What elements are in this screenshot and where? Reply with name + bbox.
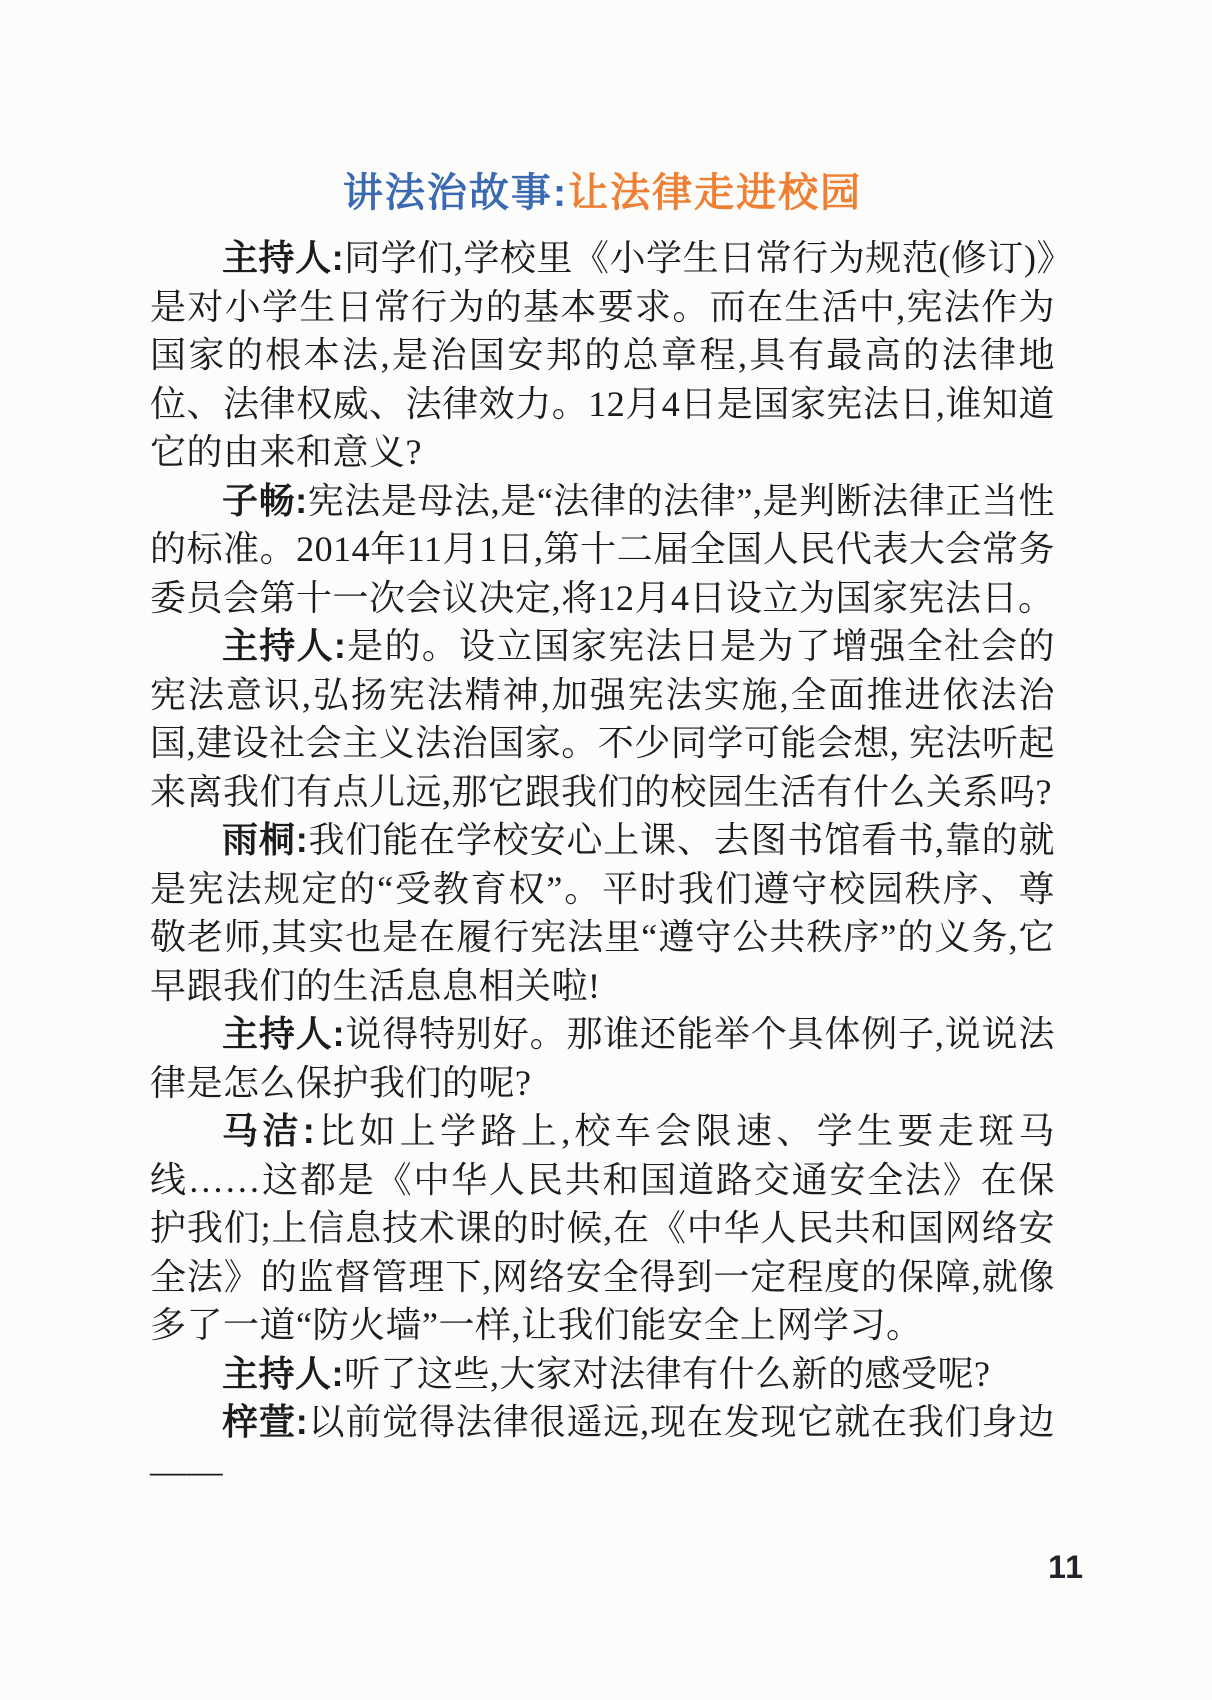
speaker-name: 主持人: [222,625,347,666]
speaker-name: 子畅: [222,479,308,521]
dialogue-paragraph [150,1398,1055,1495]
dialogue-paragraph [150,622,1055,816]
title-part-orange: 让法律走进校园 [568,171,863,215]
title-part-blue: 讲法治故事: [342,171,569,215]
dialogue-body [150,234,1055,1495]
speaker-name: 马洁: [222,1110,316,1151]
dialogue-paragraph [150,477,1055,623]
dialogue-text: 宪法是母法,是“法律的法律”,是判断法律正当性的标准。2014年11月1日,第十二届全国人民代表大会常务委员会第十一次会议决定,将12月4日设立为国家宪法日。 [150,480,1055,618]
dialogue-paragraph [150,1107,1055,1350]
dialogue-text: 同学们,学校里《小学生日常行为规范(修订)》是对小学生日常行为的基本要求。而在生活中,宪法作为国家的根本法,是治国安邦的总章程,具有最高的法律地位、法律权威、法律效力。12月4日是国家宪法日,谁知道它的由来和意义? [150,238,1055,472]
dialogue-text: 听了这些,大家对法律有什么新的感受呢? [344,1353,991,1394]
dialogue-paragraph [150,816,1055,1010]
speaker-name: 主持人: [222,1013,346,1054]
dialogue-paragraph [150,234,1055,477]
dialogue-paragraph [150,1010,1055,1107]
dialogue-paragraph [150,1350,1055,1399]
speaker-name: 主持人: [222,237,345,278]
page-title [150,170,1055,216]
speaker-name: 雨桐: [222,819,309,860]
dialogue-text: 是的。设立国家宪法日是为了增强全社会的宪法意识,弘扬宪法精神,加强宪法实施,全面推进依法治国,建设社会主义法治国家。不少同学可能会想, 宪法听起来离我们有点儿远,那它跟我们的校园生活有什么关系吗? [150,626,1055,812]
dialogue-text: 比如上学路上,校车会限速、学生要走斑马线……这都是《中华人民共和国道路交通安全法》在保护我们;上信息技术课的时候,在《中华人民共和国网络安全法》的监督管理下,网络安全得到一定程度的保障,就像多了一道“防火墙”一样,让我们能安全上网学习。 [150,1111,1055,1345]
page-number: 11 [1048,1549,1084,1585]
dialogue-text: 说得特别好。那谁还能举个具体例子,说说法律是怎么保护我们的呢? [150,1014,1055,1103]
dialogue-text: 我们能在学校安心上课、去图书馆看书,靠的就是宪法规定的“受教育权”。平时我们遵守校园秩序、尊敬老师,其实也是在履行宪法里“遵守公共秩序”的义务,它早跟我们的生活息息相关啦! [150,820,1055,1006]
dialogue-text: 以前觉得法律很遥远,现在发现它就在我们身边—— [150,1402,1055,1491]
speaker-name: 主持人: [222,1352,344,1394]
speaker-name: 梓萱: [222,1401,309,1442]
